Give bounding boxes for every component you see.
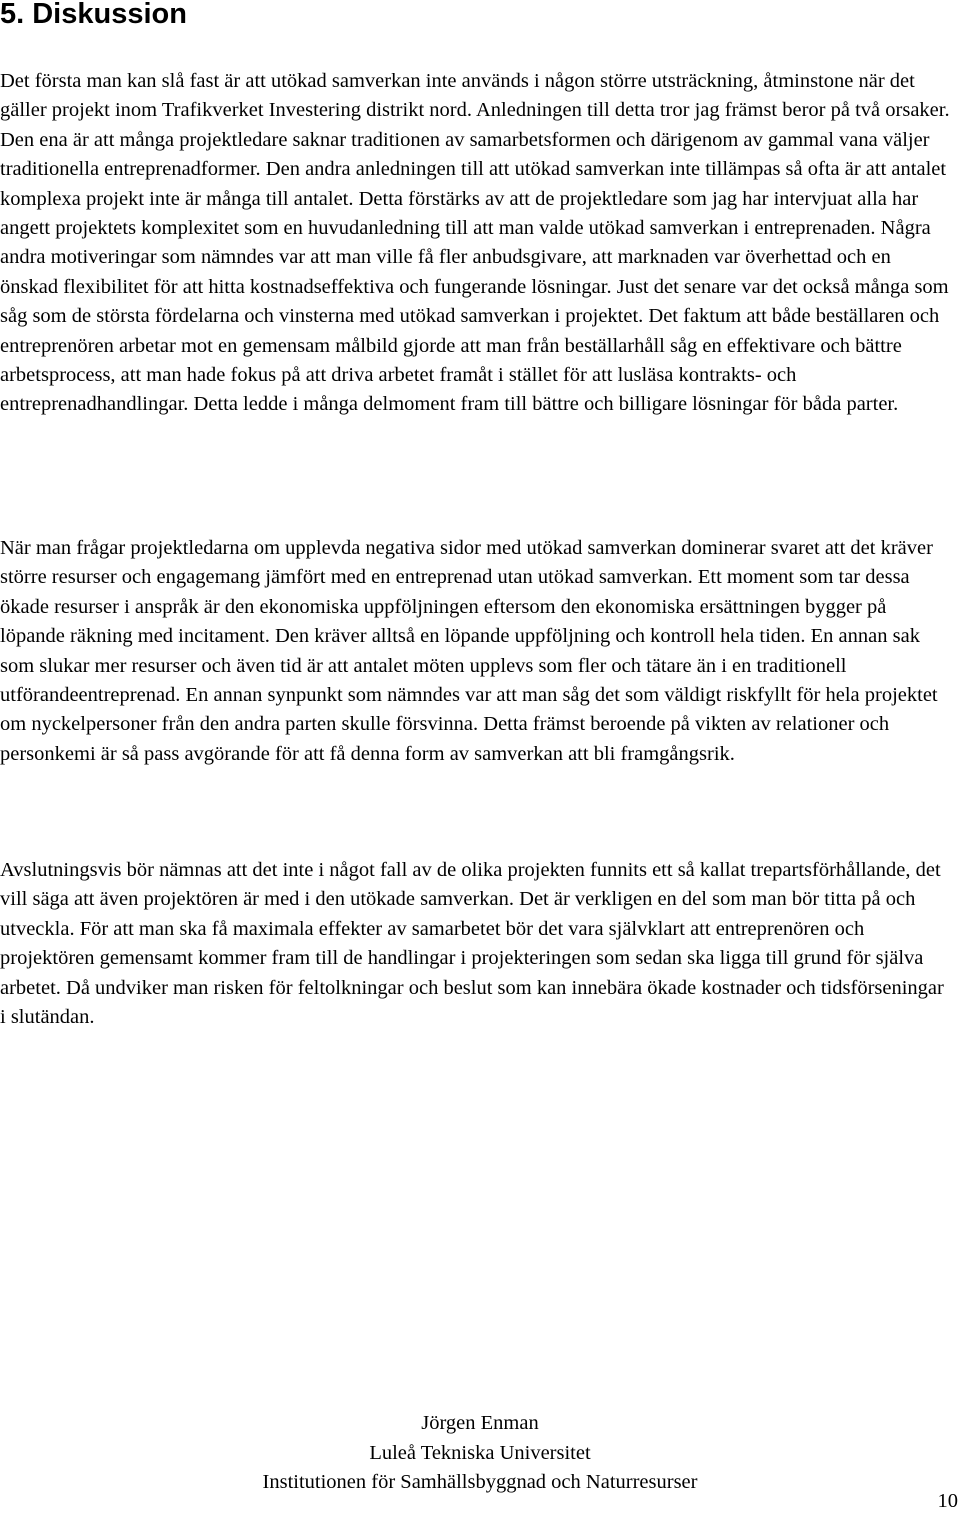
body-paragraph-1: Det första man kan slå fast är att utökad samverkan inte används i någon större utsträckning, åtminstone när det gäller projekt inom Trafikverket Investering distrikt nord. Anledningen till detta tror jag främst beror på två orsaker. Den ena är att många projektledare saknar traditionen av samarbetsformen och därigenom av gammal vana väljer traditionella entreprenadformer. Den andra anledningen till att utökad samverkan inte tillämpas så ofta är att antalet komplexa projekt inte är många till antalet. Detta förstärks av att de projektledare som jag har intervjuat alla har angett projektets komplexitet som en huvudanledning till att man valde utökad samverkan i entreprenaden. Några andra motiveringar som nämndes var att man ville få fler anbudsgivare, att marknaden var överhettad och en önskad flexibilitet för att hitta kostnadseffektiva och fungerande lösningar. Just det senare var det också många som såg som de största fördelarna och vinsterna med utökad samverkan i projektet. Det faktum att både beställaren och entreprenören arbetar mot en gemensam målbild gjorde att man från beställarhåll såg en effektivare och bättre arbetsprocess, att man hade fokus på att driva arbetet framåt i stället för att lusläsa kontrakts- och entreprenadhandlingar. Detta ledde i många delmoment fram till bättre och billigare lösningar för båda parter. <box>0 70 950 416</box>
body-paragraph-3: Avslutningsvis bör nämnas att det inte i något fall av de olika projekten funnits ett så kallat trepartsförhållande, det vill säga att även projektören är med i den utökade samverkan. Det är verkligen en del som man bör titta på och utveckla. För att man ska få maximala effekter av samarbetet bör det vara självklart att entreprenören och projektören gemensamt kommer fram till de handlingar i projekteringen som sedan ska ligga till grund för själva arbetet. Då undviker man risken för feltolkningar och beslut som kan innebära ökade kostnader och tidsförseningar i slutändan. <box>0 859 944 1029</box>
body-paragraph-2: När man frågar projektledarna om upplevda negativa sidor med utökad samverkan dominerar svaret att det kräver större resurser och engagemang jämfört med en entreprenad utan utökad samverkan. Ett moment som tar dessa ökade resurser i anspråk är den ekonomiska uppföljningen eftersom den ekonomiska ersättningen bygger på löpande räkning med incitament. Den kräver alltså en löpande uppföljning och kontroll hela tiden. En annan sak som slukar mer resurser och även tid är att antalet möten upplevs som fler och tätare än i en traditionell utförandeentreprenad. En annan synpunkt som nämndes var att man såg det som väldigt riskfyllt för hela projektet om nyckelpersoner från den andra parten skulle försvinna. Detta främst beroende på vikten av relationer och personkemi är så pass avgörande för att få denna form av samverkan att bli framgångsrik. <box>0 537 938 765</box>
footer-institution: Institutionen för Samhällsbyggnad och Naturresurser <box>262 1471 698 1493</box>
page-number: 10 <box>937 1490 958 1512</box>
footer-author: Jörgen Enman <box>421 1412 539 1434</box>
footer-university: Luleå Tekniska Universitet <box>369 1441 591 1464</box>
page-footer <box>0 1409 960 1498</box>
section-heading: 5. Diskussion <box>0 0 187 30</box>
